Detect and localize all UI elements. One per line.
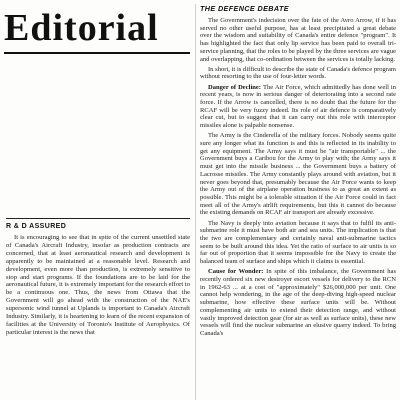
paragraph-text: The Government's indecision over the fate of the Avro Arrow, if it has served no other useful purpose, has at least precipitated a great debate over the wisdom and suitability of Canada's entire defence "program". It has highlighted the fact that only lip service has been paid to overall tri-service planning, that the roles to be played by the three services are vague and overlapping, that co-ordination between the services is totally lacking. [200,17,396,63]
column-divider [195,4,196,400]
paragraph [200,17,396,63]
paragraph [200,220,396,266]
paragraph [200,268,396,337]
left-section-heading: R & D ASSURED [6,223,67,230]
paragraph-lead: Danger of Decline: [208,83,263,91]
paragraph-text: The Air Force, which admittedly has done well in recent years, is now in serious danger of deteriorating into a second rate force. If the Arrow is cancelled, there is no doubt that the future for the RCAF will be very fuzzy indeed. Its role of air defence is comparatively clear cut, but to suggest that it can carry out this role with interceptor missiles alone is palpable nonsense. [200,83,396,130]
paragraph [200,66,396,81]
masthead-title: Editorial [4,7,159,49]
left-column-rule [6,218,190,219]
paragraph [200,84,396,130]
paragraph-text: In spite of this imbalance, the Government has recently ordered six new destroyer escort vessels for delivery to the RCN in 1962-63 ... at a cost of "approximately" $26,000,000 per unit. One cannot help wondering, in the age of the deep-diving high-speed nuclear submarine, how effective these surface units will be. Without complementing air units to extend their detection range, and without vastly improved detection gear (for air as well as surface units), these new vessels will find the nuclear submarine an elusive quarry indeed. To bring Canada's [200,268,396,337]
paragraph [200,132,396,217]
masthead-rule [4,52,190,54]
right-section-heading: THE DEFENCE DEBATE [200,4,289,13]
left-column [6,222,190,400]
paragraph-lead: Cause for Wonder: [208,268,267,276]
paragraph-text: The Army is the Cinderella of the military forces. Nobody seems quite sure any longer what its function is and this is reflected in its inability to get any equipment. The Army says it must be "air transportable" ... the Government buys a Caribou for the Army to play with; the Army says it must get into the missile business ... the Government buys a battery of Lacrosse missiles. The Army constantly plays around with aviation, but it never goes beyond that, presumably because the Air Force wants to keep the Army out of the airplane operation business to as great an extent as possible. This might be a tolerable situation if the Air Force could in fact meet all of the Army's airlift requirements, but this it cannot do because the existing demands on RCAF air transport are already excessive. [200,132,396,217]
right-column [200,4,396,400]
left-section-body: It is encouraging to see that in spite of the current unsettled state of Canada's Aircraft Industry, insofar as production contracts are concerned, that at least aeronautical research and development is apparently to be maintained at a reasonable level. Research and development, even more than production, is extremely sensitive to stop and start programs. If the foundations are to be laid for the aeronautical future, it is extremely important for the research effort to be a continuous one. Thus, the news from Ottawa that the Government will go ahead with the construction of the NAE's supersonic wind tunnel at Uplands is important to Canada's Aircraft Industry. Similarly, it is heartening to learn of the recent expansion of facilities at the University of Toronto's Institute of Aerophysics. Of particular interest is the news that [6,234,190,336]
masthead [4,4,192,52]
paragraph-text: The Navy is deeply into aviation because it says that to fulfil its anti-submarine role it must have both air and sea units. The implication is that the two are complementary and certainly naval anti-submarine tactics seem to be built around this idea. Yet the ratio of surface to air units is so far out of proportion that it seems impossible for the Navy to create the balanced team of surface and ships which it claims is essential. [200,219,396,266]
paragraph-text: In short, it is difficult to describe the state of Canada's defence program without resorting to the use of four-letter words. [200,65,396,81]
